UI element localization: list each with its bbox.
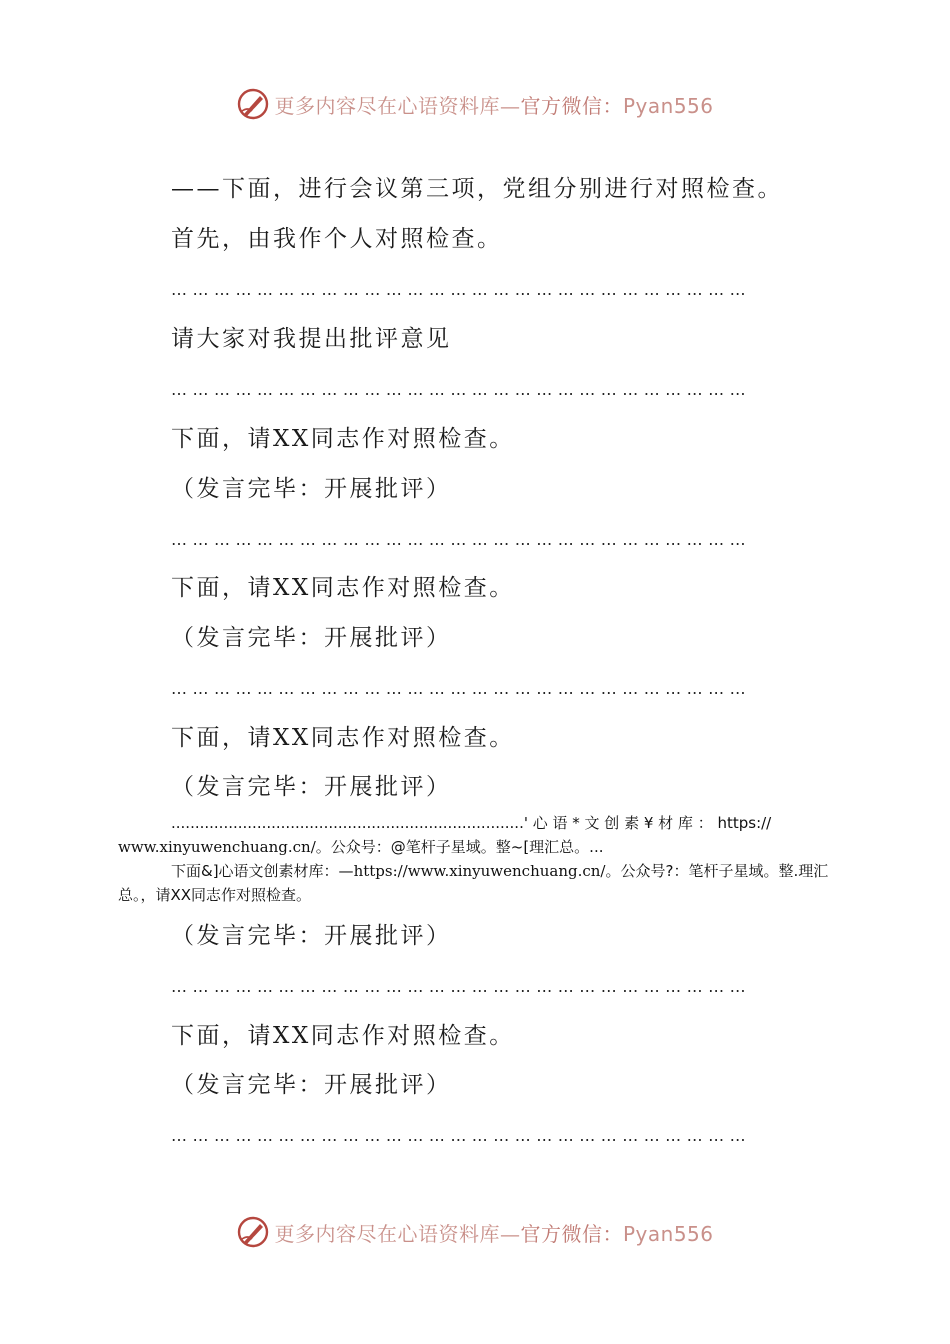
- ellipsis-separator: … … … … … … … … … … … … … … … … … … … … … … … … … … …: [171, 977, 746, 996]
- banner-text: [274, 90, 713, 119]
- speech-complete-note: （发言完毕：开展批评）: [171, 476, 452, 502]
- ellipsis-separator: … … … … … … … … … … … … … … … … … … … … … … … … … … …: [171, 679, 746, 698]
- next-speaker: 下面，请XX同志作对照检查。: [171, 1023, 515, 1049]
- banner-account: Pyan556: [622, 93, 714, 118]
- watermark-text: 。公众号?：笔杆子星域。整.理汇总。，请XX同志作对照检查。: [118, 862, 829, 904]
- agenda-item-three: ——下面，进行会议第三项，党组分别进行对照检查。: [171, 176, 783, 202]
- banner-middle: 官方微信：: [520, 93, 623, 118]
- watermark-line-2: [118, 859, 838, 907]
- ellipsis-separator: … … … … … … … … … … … … … … … … … … … … … … … … … … …: [171, 530, 746, 549]
- watermark-url: www.xinyuwenchuang.cn/: [118, 838, 316, 856]
- request-criticism: 请大家对我提出批评意见: [171, 326, 452, 352]
- banner-prefix: 更多内容尽在心语资料库: [274, 1221, 500, 1246]
- pen-logo-icon: [236, 87, 270, 121]
- footer-banner: [0, 1210, 950, 1254]
- next-speaker: 下面，请XX同志作对照检查。: [171, 575, 515, 601]
- banner-account: Pyan556: [622, 1221, 714, 1246]
- watermark-text: ' 心 语 * 文 创 素 ¥ 材 库 ： https://: [523, 814, 772, 832]
- speech-complete-note: （发言完毕：开展批评）: [171, 774, 452, 800]
- speech-complete-note: （发言完毕：开展批评）: [171, 625, 452, 651]
- speech-complete-note: （发言完毕：开展批评）: [171, 1072, 452, 1098]
- ellipsis-separator: … … … … … … … … … … … … … … … … … … … … … … … … … … …: [171, 1126, 746, 1145]
- next-speaker: 下面，请XX同志作对照检查。: [171, 426, 515, 452]
- ellipsis-separator: … … … … … … … … … … … … … … … … … … … … … … … … … … …: [171, 280, 746, 299]
- next-speaker: 下面，请XX同志作对照检查。: [171, 725, 515, 751]
- banner-text: [274, 1218, 713, 1247]
- ellipsis-separator: … … … … … … … … … … … … … … … … … … … … … … … … … … …: [171, 380, 746, 399]
- banner-prefix: 更多内容尽在心语资料库: [274, 93, 500, 118]
- watermark-line-1: [118, 811, 838, 859]
- banner-middle: 官方微信：: [520, 1221, 623, 1246]
- speech-complete-note: （发言完毕：开展批评）: [171, 923, 452, 949]
- watermark-paragraph: [118, 811, 838, 907]
- self-check-intro: 首先，由我作个人对照检查。: [171, 226, 503, 252]
- watermark-url: https://www.xinyuwenchuang.cn/: [353, 862, 606, 880]
- banner-dash: —: [499, 93, 521, 118]
- header-banner: [0, 82, 950, 126]
- pen-logo-icon: [236, 1215, 270, 1249]
- dot-leader: ..........................................................................: [171, 814, 524, 832]
- banner-dash: —: [499, 1221, 521, 1246]
- watermark-text: 。公众号：@笔杆子星域。整~[理汇总。...: [315, 838, 604, 856]
- watermark-text: 下面&]心语文创素材库：—: [171, 862, 354, 880]
